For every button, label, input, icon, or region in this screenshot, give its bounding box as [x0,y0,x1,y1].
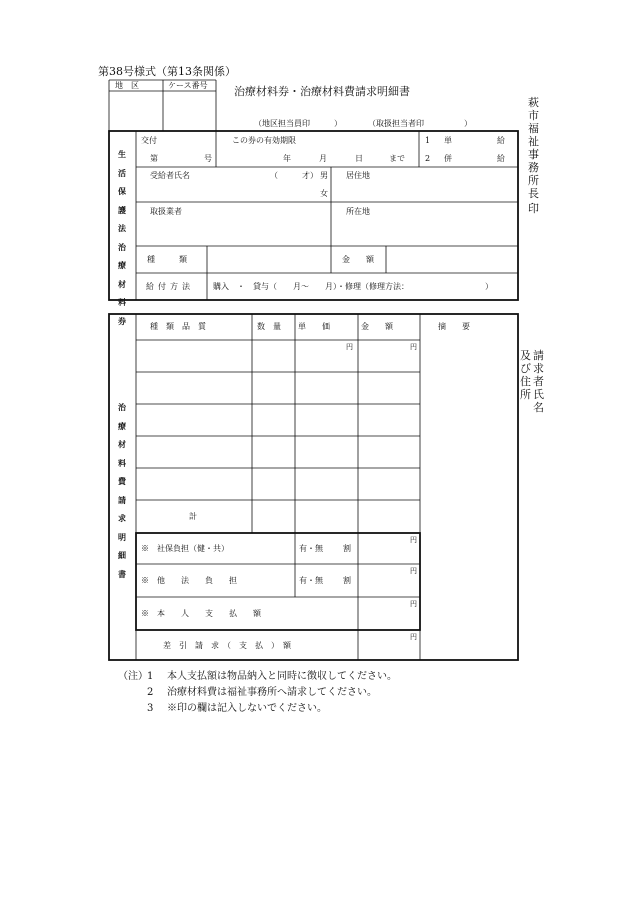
yen-unit-price: 円 [346,343,353,351]
until-label: まで [389,154,405,163]
type1-a: 単 [444,136,452,145]
type1-no: 1 [425,136,431,145]
type2-a: 併 [444,154,452,163]
social-insurance-label: ※ 社保負担（健・共） [141,544,229,553]
col-quantity: 数 量 [257,322,281,331]
form-title: 治療材料券・治療材料費請求明細書 [234,85,410,98]
day-label: 日 [355,154,363,163]
self-pay-label: ※ 本 人 支 払 額 [141,609,261,618]
seal-mark: 印 [528,202,539,215]
other-law-yen: 円 [410,567,417,575]
type2-no: 2 [425,154,431,163]
amount-label: 金 額 [342,255,374,264]
social-insurance-yesno: 有・無 [299,544,323,553]
note-2-text: 治療材料費は福祉事務所へ請求してください。 [167,687,377,698]
net-claim-label: 差 引 請 求 （ 支 払 ） 額 [163,641,291,650]
handler-stamp: （取扱担当者印 ） [368,119,472,128]
social-insurance-yen: 円 [410,536,417,544]
residence-label: 居住地 [346,171,370,180]
number-suffix: 号 [204,154,212,163]
note-2-no: 2 [147,687,154,698]
total-label: 計 [189,512,197,521]
col-remarks: 摘 要 [438,322,470,331]
claimant-name-label: 請求者氏名 [533,349,544,414]
social-insurance-rate: 割 [343,544,351,553]
col-unit-price: 単 価 [298,322,330,331]
other-law-yesno: 有・無 [299,576,323,585]
handler-label: 取扱業者 [150,207,182,216]
issue-label: 交付 [141,136,157,145]
number-prefix: 第 [150,154,158,163]
female-label: 女 [320,189,328,198]
notes-label: （注） [118,671,148,682]
age-label: （ 才） [270,171,318,180]
district-officer-stamp: （地区担当員印 ） [254,119,342,128]
type1-b: 給 [497,136,505,145]
yen-amount: 円 [410,343,417,351]
ticket-side-label: 生活保護法治療材料券 [118,149,126,326]
type2-b: 給 [497,154,505,163]
method-label: 給付方法 [146,282,194,291]
kind-label: 種 類 [147,255,187,264]
other-law-label: ※ 他 法 負 担 [141,576,237,585]
male-label: 男 [320,171,328,180]
method-value: 購入 ・ 貸与（ 月〜 月）・修理（修理方法： ） [213,282,493,291]
office-director: 萩市福祉事務所長 [528,96,539,200]
recipient-label: 受給者氏名 [150,171,190,180]
case-number-label: ケース番号 [168,81,208,90]
form-number: 第38号様式（第13条関係） [98,65,236,78]
statement-side-label: 治療材料費請求明細書 [118,402,126,579]
district-label: 地 区 [115,81,139,90]
year-label: 年 [283,154,291,163]
claimant-address-label: 及び住所 [520,349,531,401]
note-3-text: ※印の欄は記入しないでください。 [167,703,327,714]
note-1-no: 1 [147,671,154,682]
col-kind-quality: 種 類 品 質 [150,322,206,331]
other-law-rate: 割 [343,576,351,585]
note-3-no: 3 [147,703,154,714]
net-claim-yen: 円 [410,633,417,641]
location-label: 所在地 [346,207,370,216]
col-amount: 金 額 [361,322,393,331]
self-pay-yen: 円 [410,600,417,608]
month-label: 月 [319,154,327,163]
note-1-text: 本人支払額は物品納入と同時に徴収してください。 [167,671,397,682]
validity-label: この券の有効期限 [232,136,296,145]
